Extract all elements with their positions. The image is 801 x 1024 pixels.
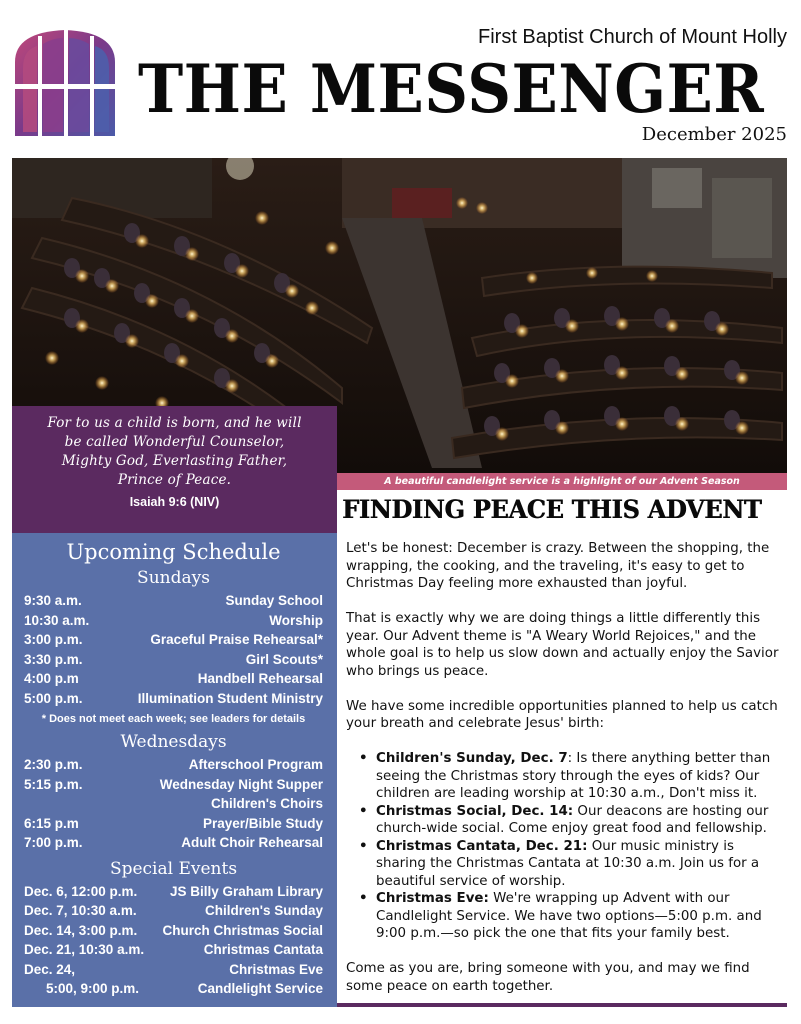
bullet-text: Our deacons are hosting our church-wide social. Come enjoy great food and fellowship.	[376, 803, 769, 836]
schedule-event: Christmas Eve	[229, 961, 323, 977]
schedule-event: JS Billy Graham Library	[169, 883, 323, 899]
verse-reference: Isaiah 9:6 (NIV)	[129, 495, 220, 509]
bullet-text: We're wrapping up Advent with our Candlelight Service. We have two options—5:00 p.m. and 9:00 p.m.—so pick the one that fits your family best.	[376, 891, 762, 941]
article-title: FINDING PEACE THIS ADVENT	[342, 495, 762, 525]
schedule-event: Prayer/Bible Study	[202, 815, 323, 831]
bullet-text: : Is there anything better than seeing the Christmas story through the eyes of kids? Our children are leading worship at 10:30 a.m., Don't miss it.	[376, 751, 771, 801]
schedule-row	[24, 611, 323, 631]
photo-caption: A beautiful candlelight service is a highlight of our Advent Season	[337, 473, 787, 490]
bullet-lead: Christmas Eve:	[376, 891, 489, 906]
church-logo	[13, 28, 117, 138]
schedule-event: Adult Choir Rehearsal	[181, 835, 323, 850]
verse-line: be called Wonderful Counselor,	[64, 434, 285, 450]
schedule-row	[24, 591, 323, 611]
article-paragraph: That is exactly why we are doing things a little differently this year. Our Advent theme is "A Weary World Rejoices," and the whole goal is to help us slow down and actually enjoy the Savior who brings us peace.	[346, 611, 779, 679]
schedule-time: 5:15 p.m.	[24, 776, 83, 792]
schedule-time: Dec. 6, 12:00 p.m.	[24, 883, 138, 899]
bottom-divider	[337, 1003, 787, 1007]
schedule-time: Dec. 21, 10:30 a.m.	[24, 942, 145, 957]
schedule-row	[24, 940, 323, 960]
article-closing: Come as you are, bring someone with you, and may we find some peace on earth together.	[346, 961, 750, 994]
schedule-row	[24, 960, 323, 980]
list-item	[376, 890, 786, 943]
bullet-lead: Christmas Cantata, Dec. 21:	[376, 838, 588, 854]
schedule-event: Handbell Rehearsal	[197, 671, 323, 686]
schedule-event: Wednesday Night Supper	[159, 776, 323, 792]
schedule-row	[24, 669, 323, 689]
schedule-event: Afterschool Program	[188, 757, 323, 772]
bullet-text: Our music ministry is sharing the Christmas Cantata at 10:30 a.m. Join us for a beautiful service of worship.	[376, 838, 760, 889]
article-paragraph: We have some incredible opportunities planned to help us catch your breath and celebrate Jesus' birth:	[346, 698, 778, 731]
schedule-time: 5:00, 9:00 p.m.	[46, 981, 140, 996]
schedule-row	[24, 650, 323, 670]
schedule-time: 5:00 p.m.	[24, 690, 83, 706]
schedule-event: Children's Choirs	[211, 796, 323, 811]
schedule-row	[24, 775, 323, 795]
schedule-time: 10:30 a.m.	[24, 612, 90, 628]
schedule-event: Candlelight Service	[197, 981, 323, 996]
list-item	[376, 803, 786, 838]
schedule-event: Illumination Student Ministry	[137, 690, 323, 706]
list-item	[376, 750, 786, 803]
bullet-lead: Christmas Social, Dec. 14:	[376, 803, 574, 819]
verse-line: Mighty God, Everlasting Father,	[61, 453, 288, 469]
schedule-row	[24, 882, 323, 902]
schedule-event: Girl Scouts*	[245, 651, 323, 667]
issue-date: December 2025	[641, 124, 787, 145]
schedule-time: Dec. 7, 10:30 a.m.	[24, 903, 137, 918]
schedule-title: Upcoming Schedule	[66, 540, 281, 564]
schedule-event: Church Christmas Social	[162, 922, 323, 938]
special-events-heading: Special Events	[109, 858, 238, 879]
newsletter-masthead: THE MESSENGER	[138, 50, 765, 128]
schedule-row	[24, 794, 323, 814]
wednesdays-heading: Wednesdays	[120, 732, 227, 752]
schedule-event: Christmas Cantata	[203, 942, 323, 957]
verse-line: For to us a child is born, and he will	[47, 415, 302, 431]
schedule-event: Sunday School	[225, 593, 323, 608]
schedule-row	[24, 901, 323, 921]
bullet-lead: Children's Sunday, Dec. 7	[376, 751, 568, 766]
schedule-time: Dec. 14, 3:00 p.m.	[24, 922, 138, 938]
article-body	[346, 540, 786, 1013]
schedule-time: 3:30 p.m.	[24, 651, 83, 667]
schedule-time: 3:00 p.m.	[24, 632, 83, 647]
schedule-time: 4:00 p.m	[24, 671, 79, 686]
schedule-row	[24, 630, 323, 650]
schedule-time: 9:30 a.m.	[24, 593, 82, 608]
sundays-heading: Sundays	[137, 568, 210, 588]
schedule-event: Worship	[269, 612, 323, 628]
schedule-row	[24, 979, 323, 999]
scripture-verse-box	[12, 406, 337, 533]
schedule-event: Graceful Praise Rehearsal*	[150, 632, 323, 647]
schedule-row	[24, 814, 323, 834]
list-item	[376, 838, 786, 891]
schedule-time: Dec. 24,	[24, 961, 76, 977]
schedule-footnote: * Does not meet each week; see leaders for details	[41, 713, 306, 725]
schedule-row	[24, 833, 323, 853]
schedule-event: Children's Sunday	[205, 903, 323, 918]
schedule-time: 6:15 p.m	[24, 815, 79, 831]
schedule-row	[24, 689, 323, 709]
article-paragraph: Let's be honest: December is crazy. Between the shopping, the wrapping, the cooking, and the traveling, it's easy to get to Christmas Day feeling more exhausted than joyful.	[346, 541, 770, 591]
event-list	[346, 750, 786, 943]
schedule-time: 7:00 p.m.	[24, 835, 83, 850]
church-name: First Baptist Church of Mount Holly	[478, 26, 787, 48]
schedule-row	[24, 921, 323, 941]
schedule-row	[24, 755, 323, 775]
verse-line: Prince of Peace.	[117, 472, 232, 488]
stained-glass-window-icon	[13, 28, 117, 138]
upcoming-schedule	[12, 533, 337, 1007]
schedule-time: 2:30 p.m.	[24, 757, 83, 772]
